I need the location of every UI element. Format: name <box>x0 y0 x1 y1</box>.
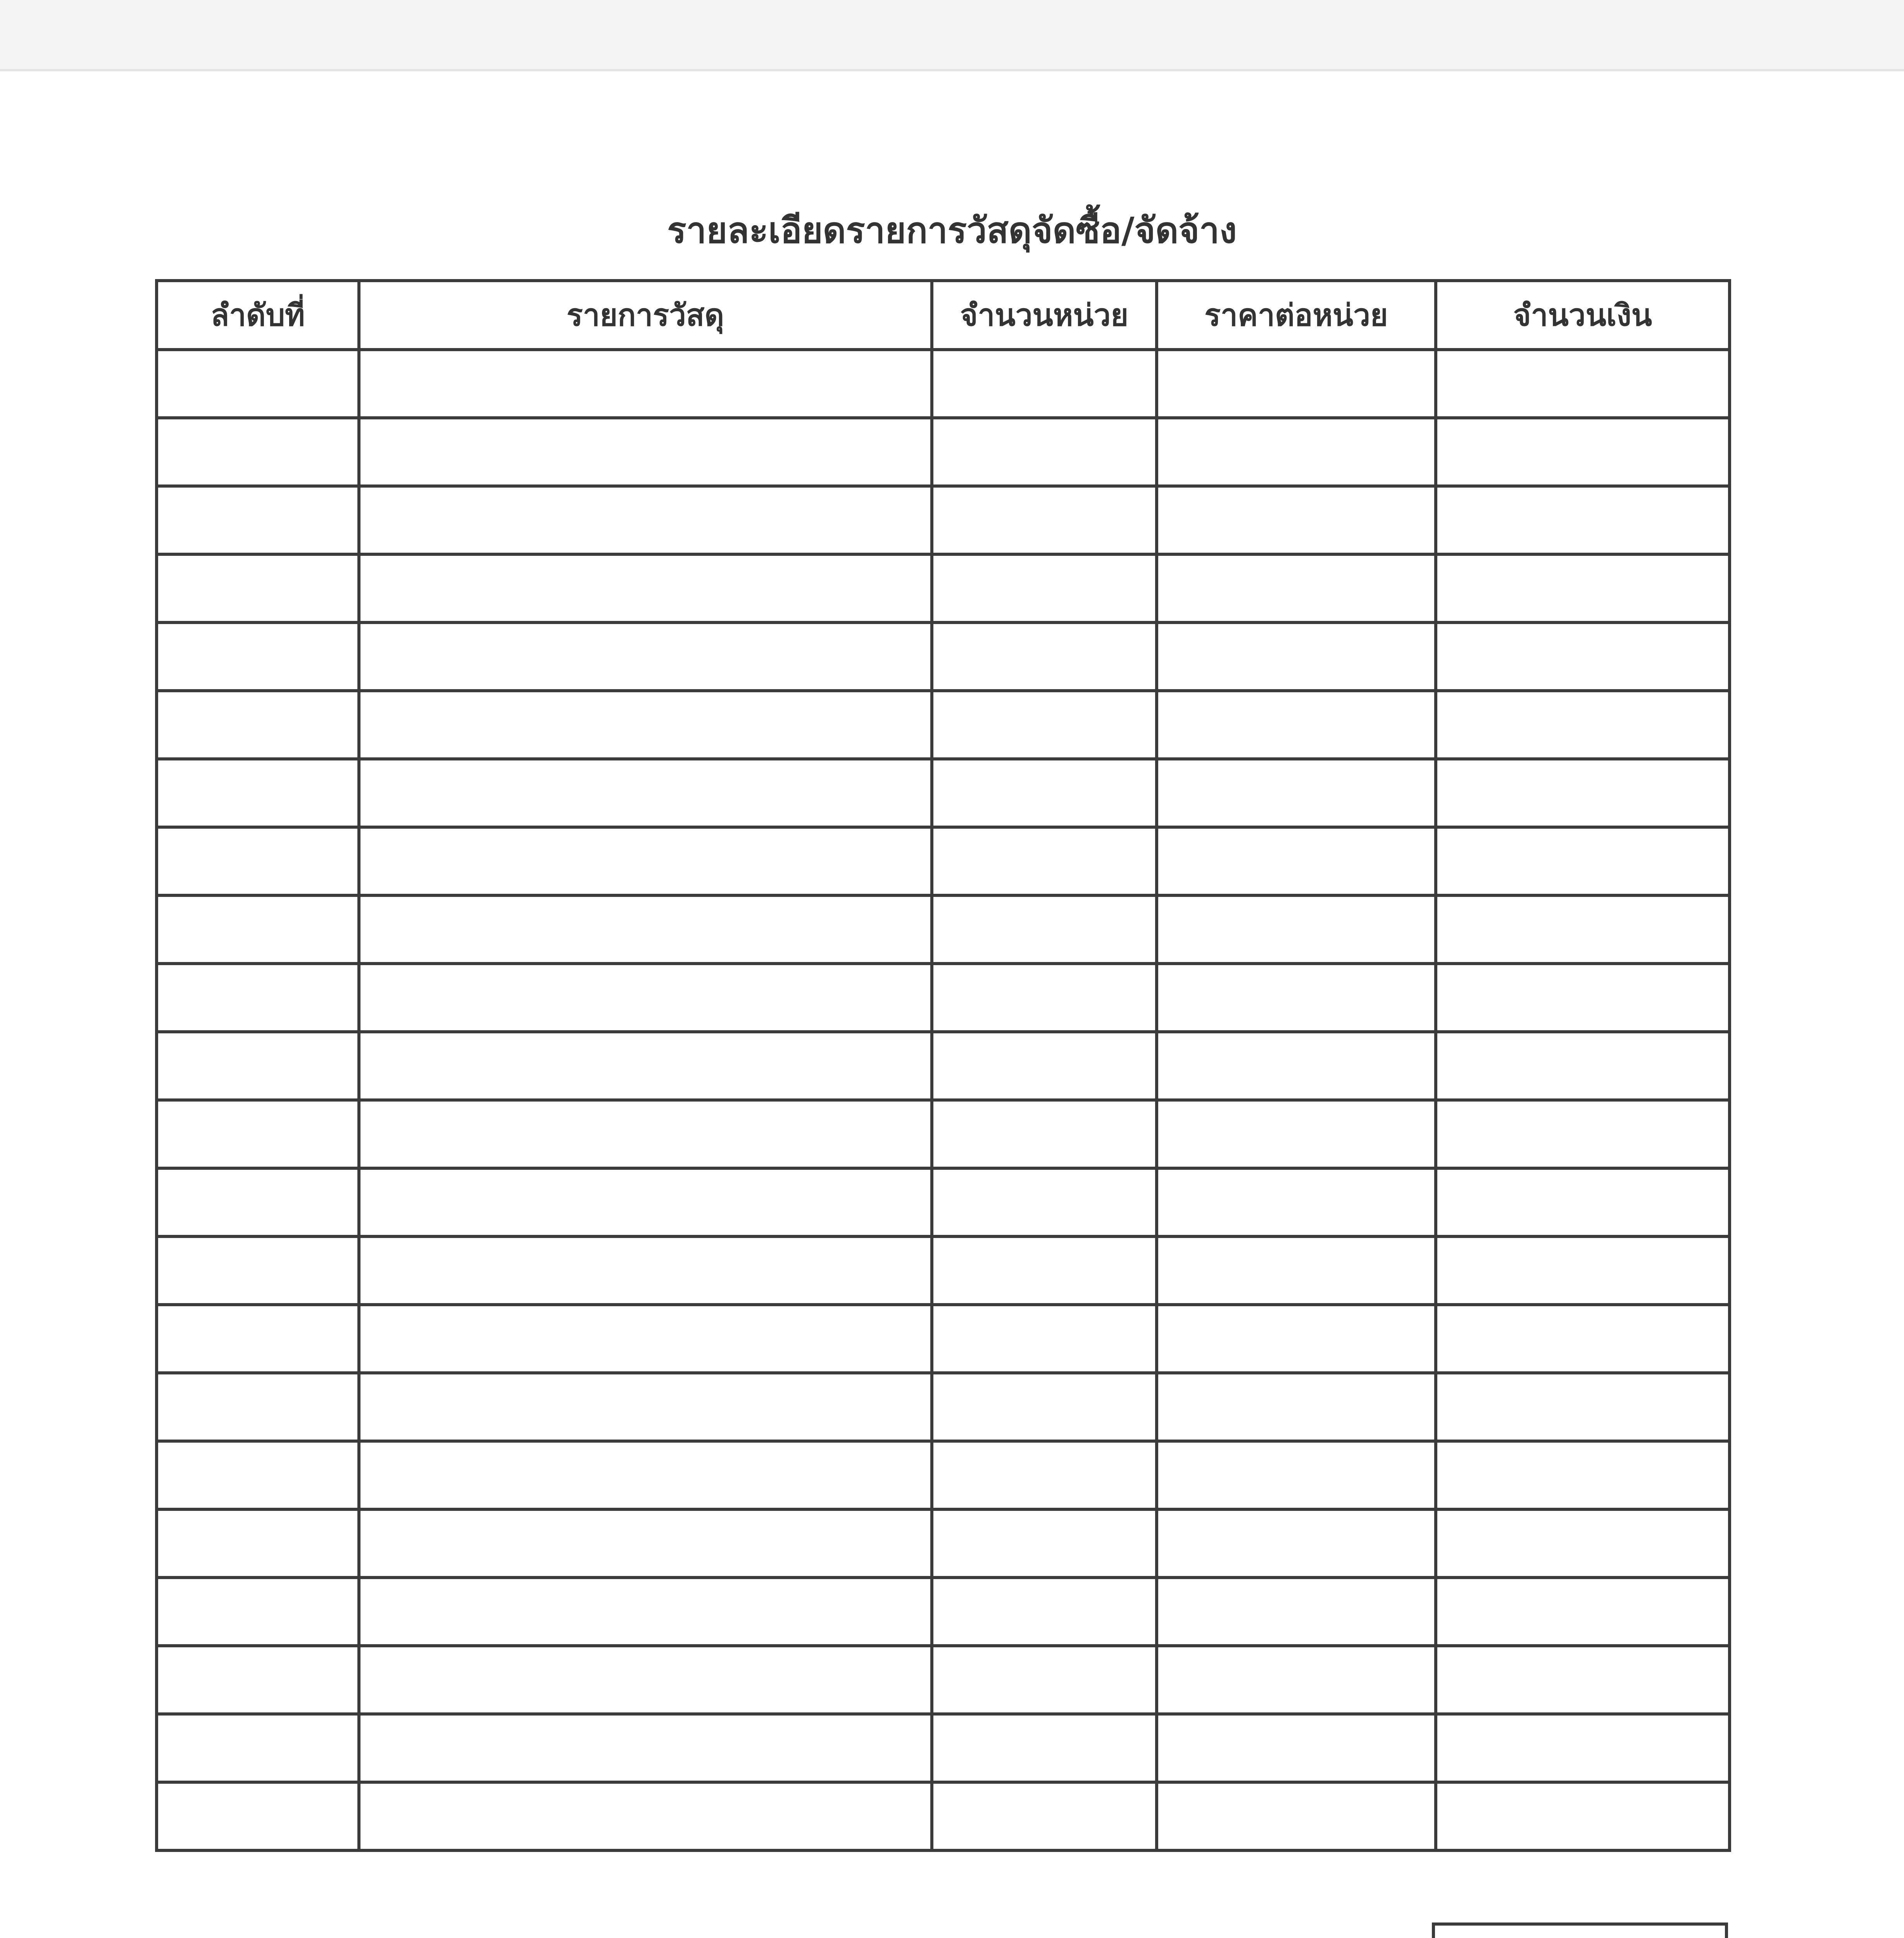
header-unit-price: ราคาต่อหน่วย <box>1157 281 1436 350</box>
cell-quantity[interactable] <box>932 1305 1157 1373</box>
cell-amount[interactable] <box>1436 1032 1730 1100</box>
header-sequence: ลำดับที่ <box>157 281 359 350</box>
cell-sequence[interactable] <box>157 1578 359 1646</box>
cell-amount[interactable] <box>1436 350 1730 418</box>
cell-quantity[interactable] <box>932 1441 1157 1509</box>
cell-quantity[interactable] <box>932 964 1157 1032</box>
table-row <box>157 1236 1730 1305</box>
cell-sequence[interactable] <box>157 350 359 418</box>
cell-quantity[interactable] <box>932 1373 1157 1441</box>
table-row <box>157 350 1730 418</box>
cell-unit-price[interactable] <box>1157 1578 1436 1646</box>
table-row <box>157 418 1730 486</box>
cell-item[interactable] <box>359 1782 932 1850</box>
table-row <box>157 1100 1730 1168</box>
cell-item[interactable] <box>359 964 932 1032</box>
cell-unit-price[interactable] <box>1157 1509 1436 1578</box>
cell-sequence[interactable] <box>157 1441 359 1509</box>
cell-sequence[interactable] <box>157 1168 359 1236</box>
cell-quantity[interactable] <box>932 486 1157 554</box>
cell-sequence[interactable] <box>157 1373 359 1441</box>
items-table <box>155 279 1731 1852</box>
cell-amount[interactable] <box>1436 895 1730 964</box>
cell-unit-price[interactable] <box>1157 1714 1436 1782</box>
header-amount: จำนวนเงิน <box>1436 281 1730 350</box>
cell-amount[interactable] <box>1436 1578 1730 1646</box>
cell-amount[interactable] <box>1436 691 1730 759</box>
table-row <box>157 895 1730 964</box>
cell-item[interactable] <box>359 895 932 964</box>
cell-unit-price[interactable] <box>1157 691 1436 759</box>
cell-sequence[interactable] <box>157 1646 359 1714</box>
table-row <box>157 622 1730 691</box>
cell-amount[interactable] <box>1436 1236 1730 1305</box>
cell-sequence[interactable] <box>157 1509 359 1578</box>
cell-quantity[interactable] <box>932 1100 1157 1168</box>
table-row <box>157 1441 1730 1509</box>
scan-top-edge <box>0 0 1904 71</box>
cell-item[interactable] <box>359 691 932 759</box>
cell-amount[interactable] <box>1436 554 1730 622</box>
cell-quantity[interactable] <box>932 418 1157 486</box>
cell-sequence[interactable] <box>157 1782 359 1850</box>
cell-unit-price[interactable] <box>1157 554 1436 622</box>
cell-amount[interactable] <box>1436 1441 1730 1509</box>
cell-item[interactable] <box>359 827 932 895</box>
cell-quantity[interactable] <box>932 350 1157 418</box>
cell-unit-price[interactable] <box>1157 350 1436 418</box>
table-row <box>157 1373 1730 1441</box>
cell-quantity[interactable] <box>932 1646 1157 1714</box>
cell-sequence[interactable] <box>157 1236 359 1305</box>
cell-quantity[interactable] <box>932 622 1157 691</box>
cell-unit-price[interactable] <box>1157 759 1436 827</box>
cell-amount[interactable] <box>1436 964 1730 1032</box>
cell-unit-price[interactable] <box>1157 1373 1436 1441</box>
cell-sequence[interactable] <box>157 622 359 691</box>
cell-item[interactable] <box>359 1032 932 1100</box>
cell-item[interactable] <box>359 1305 932 1373</box>
cell-item[interactable] <box>359 759 932 827</box>
table-row <box>157 964 1730 1032</box>
table-row <box>157 759 1730 827</box>
cell-quantity[interactable] <box>932 1032 1157 1100</box>
cell-quantity[interactable] <box>932 1782 1157 1850</box>
table-body <box>157 350 1730 1850</box>
cell-sequence[interactable] <box>157 691 359 759</box>
table-row <box>157 1305 1730 1373</box>
cell-unit-price[interactable] <box>1157 1236 1436 1305</box>
cell-unit-price[interactable] <box>1157 827 1436 895</box>
cell-amount[interactable] <box>1436 1509 1730 1578</box>
cell-item[interactable] <box>359 1646 932 1714</box>
cell-amount[interactable] <box>1436 1305 1730 1373</box>
cell-sequence[interactable] <box>157 827 359 895</box>
cell-sequence[interactable] <box>157 964 359 1032</box>
cell-quantity[interactable] <box>932 1509 1157 1578</box>
cell-unit-price[interactable] <box>1157 486 1436 554</box>
cell-amount[interactable] <box>1436 1373 1730 1441</box>
cell-unit-price[interactable] <box>1157 1441 1436 1509</box>
table-row <box>157 1646 1730 1714</box>
cell-unit-price[interactable] <box>1157 418 1436 486</box>
cell-unit-price[interactable] <box>1157 1032 1436 1100</box>
table-row <box>157 1782 1730 1850</box>
cell-item[interactable] <box>359 1509 932 1578</box>
cell-unit-price[interactable] <box>1157 964 1436 1032</box>
subtotal-box[interactable] <box>1432 1922 1728 1938</box>
cell-quantity[interactable] <box>932 1714 1157 1782</box>
header-quantity: จำนวนหน่วย <box>932 281 1157 350</box>
table-row <box>157 1032 1730 1100</box>
table-row <box>157 827 1730 895</box>
table-row <box>157 1509 1730 1578</box>
cell-sequence[interactable] <box>157 418 359 486</box>
cell-amount[interactable] <box>1436 486 1730 554</box>
cell-item[interactable] <box>359 1714 932 1782</box>
cell-unit-price[interactable] <box>1157 1168 1436 1236</box>
cell-quantity[interactable] <box>932 1168 1157 1236</box>
cell-amount[interactable] <box>1436 418 1730 486</box>
cell-item[interactable] <box>359 418 932 486</box>
cell-amount[interactable] <box>1436 1646 1730 1714</box>
table-row <box>157 691 1730 759</box>
cell-unit-price[interactable] <box>1157 622 1436 691</box>
cell-quantity[interactable] <box>932 691 1157 759</box>
cell-unit-price[interactable] <box>1157 1782 1436 1850</box>
cell-quantity[interactable] <box>932 895 1157 964</box>
cell-sequence[interactable] <box>157 1305 359 1373</box>
cell-quantity[interactable] <box>932 827 1157 895</box>
cell-sequence[interactable] <box>157 895 359 964</box>
cell-item[interactable] <box>359 486 932 554</box>
table-row <box>157 1714 1730 1782</box>
page-title: รายละเอียดรายการวัสดุจัดซื้อ/จัดจ้าง <box>667 210 1237 251</box>
cell-unit-price[interactable] <box>1157 1100 1436 1168</box>
table-row <box>157 486 1730 554</box>
table-row <box>157 1578 1730 1646</box>
cell-item[interactable] <box>359 1441 932 1509</box>
cell-quantity[interactable] <box>932 759 1157 827</box>
table-header-row <box>157 281 1730 350</box>
cell-item[interactable] <box>359 1373 932 1441</box>
cell-sequence[interactable] <box>157 1100 359 1168</box>
cell-unit-price[interactable] <box>1157 1305 1436 1373</box>
cell-unit-price[interactable] <box>1157 895 1436 964</box>
cell-sequence[interactable] <box>157 1032 359 1100</box>
cell-item[interactable] <box>359 350 932 418</box>
cell-quantity[interactable] <box>932 1578 1157 1646</box>
cell-item[interactable] <box>359 1578 932 1646</box>
cell-item[interactable] <box>359 622 932 691</box>
cell-sequence[interactable] <box>157 759 359 827</box>
cell-quantity[interactable] <box>932 554 1157 622</box>
cell-sequence[interactable] <box>157 486 359 554</box>
table-row <box>157 554 1730 622</box>
table-row <box>157 1168 1730 1236</box>
cell-amount[interactable] <box>1436 1714 1730 1782</box>
cell-amount[interactable] <box>1436 827 1730 895</box>
cell-sequence[interactable] <box>157 554 359 622</box>
cell-item[interactable] <box>359 1100 932 1168</box>
cell-unit-price[interactable] <box>1157 1646 1436 1714</box>
cell-amount[interactable] <box>1436 1100 1730 1168</box>
cell-item[interactable] <box>359 1168 932 1236</box>
cell-quantity[interactable] <box>932 1236 1157 1305</box>
cell-amount[interactable] <box>1436 759 1730 827</box>
cell-amount[interactable] <box>1436 622 1730 691</box>
cell-item[interactable] <box>359 1236 932 1305</box>
cell-amount[interactable] <box>1436 1782 1730 1850</box>
cell-amount[interactable] <box>1436 1168 1730 1236</box>
header-item: รายการวัสดุ <box>359 281 932 350</box>
cell-sequence[interactable] <box>157 1714 359 1782</box>
cell-item[interactable] <box>359 554 932 622</box>
